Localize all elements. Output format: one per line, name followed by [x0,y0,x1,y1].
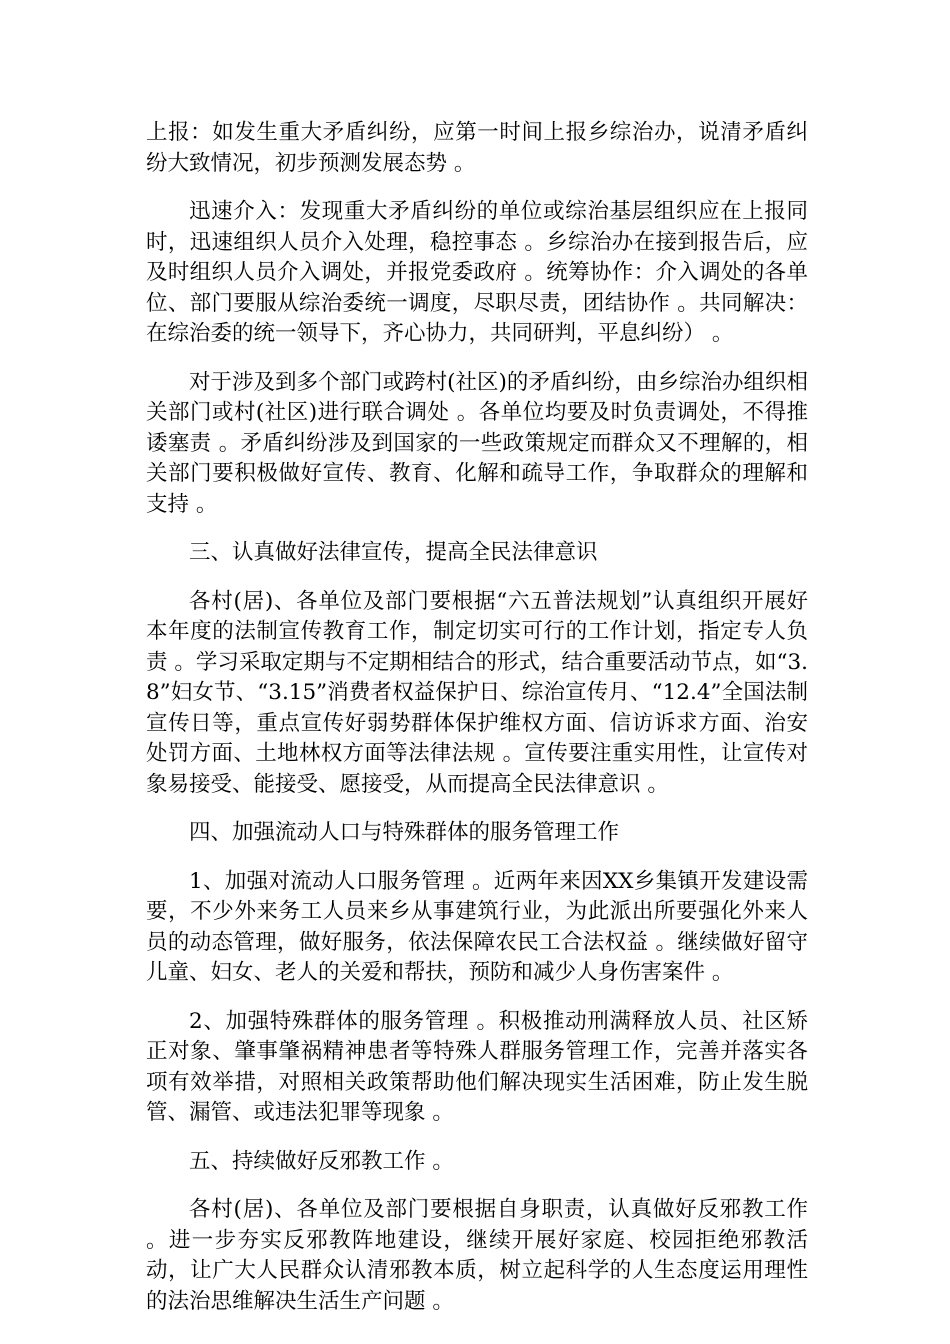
paragraph-legal-publicity: 各村(居)、各单位及部门要根据“六五普法规划”认真组织开展好本年度的法制宣传教育工作，制定切实可行的工作计划，指定专人负责 。学习采取定期与不定期相结合的形式，结合重要活动节点，如“3.8”妇女节、“3.15”消费者权益保护日、综治宣传月、“12.4”全国法制宣传日等，重点宣传好弱势群体保护维权方面、信访诉求方面、治安处罚方面、土地林权方面等法律法规 。宣传要注重实用性，让宣传对象易接受、能接受、愿接受，从而提高全民法律意识 。 [146,588,808,797]
section-heading-3: 三、认真做好法律宣传，提高全民法律意识 [189,540,598,565]
paragraph-floating-population: 1、加强对流动人口服务管理 。近两年来因XX乡集镇开发建设需要，不少外来务工人员来乡从事建筑行业，为此派出所要强化外来人员的动态管理，做好服务，依法保障农民工合法权益 。继续做好留守儿童、妇女、老人的关爱和帮扶，预防和减少人身伤害案件 。 [146,868,808,985]
paragraph-report: 上报：如发生重大矛盾纠纷，应第一时间上报乡综治办，说清矛盾纠纷大致情况，初步预测发展态势 。 [146,120,808,176]
paragraph-intervene: 迅速介入：发现重大矛盾纠纷的单位或综治基层组织应在上报同时，迅速组织人员介入处理，稳控事态 。乡综治办在接到报告后，应及时组织人员介入调处，并报党委政府 。统筹协作：介入调处的各单位、部门要服从综治委统一调度，尽职尽责，团结协作 。共同解决：在综治委的统一领导下，齐心协力，共同研判，平息纠纷） 。 [146,199,808,346]
document-page [146,118,808,1335]
paragraph-joint-mediation: 对于涉及到多个部门或跨村(社区)的矛盾纠纷，由乡综治办组织相关部门或村(社区)进行联合调处 。各单位均要及时负责调处，不得推诿塞责 。矛盾纠纷涉及到国家的一些政策规定而群众又不理解的，相关部门要积极做好宣传、教育、化解和疏导工作，争取群众的理解和支持 。 [146,369,808,517]
paragraph-anti-cult: 各村(居)、各单位及部门要根据自身职责，认真做好反邪教工作 。进一步夯实反邪教阵地建设，继续开展好家庭、校园拒绝邪教活动，让广大人民群众认清邪教本质，树立起科学的人生态度运用理性的法治思维解决生活生产问题 。 [146,1197,808,1314]
paragraph-special-groups: 2、加强特殊群体的服务管理 。积极推动刑满释放人员、社区矫正对象、肇事肇祸精神患者等特殊人群服务管理工作，完善并落实各项有效举措，对照相关政策帮助他们解决现实生活困难，防止发生脱管、漏管、或违法犯罪等现象 。 [146,1008,808,1125]
section-heading-5: 五、持续做好反邪教工作 。 [189,1148,454,1174]
section-heading-4: 四、加强流动人口与特殊群体的服务管理工作 [189,820,620,845]
